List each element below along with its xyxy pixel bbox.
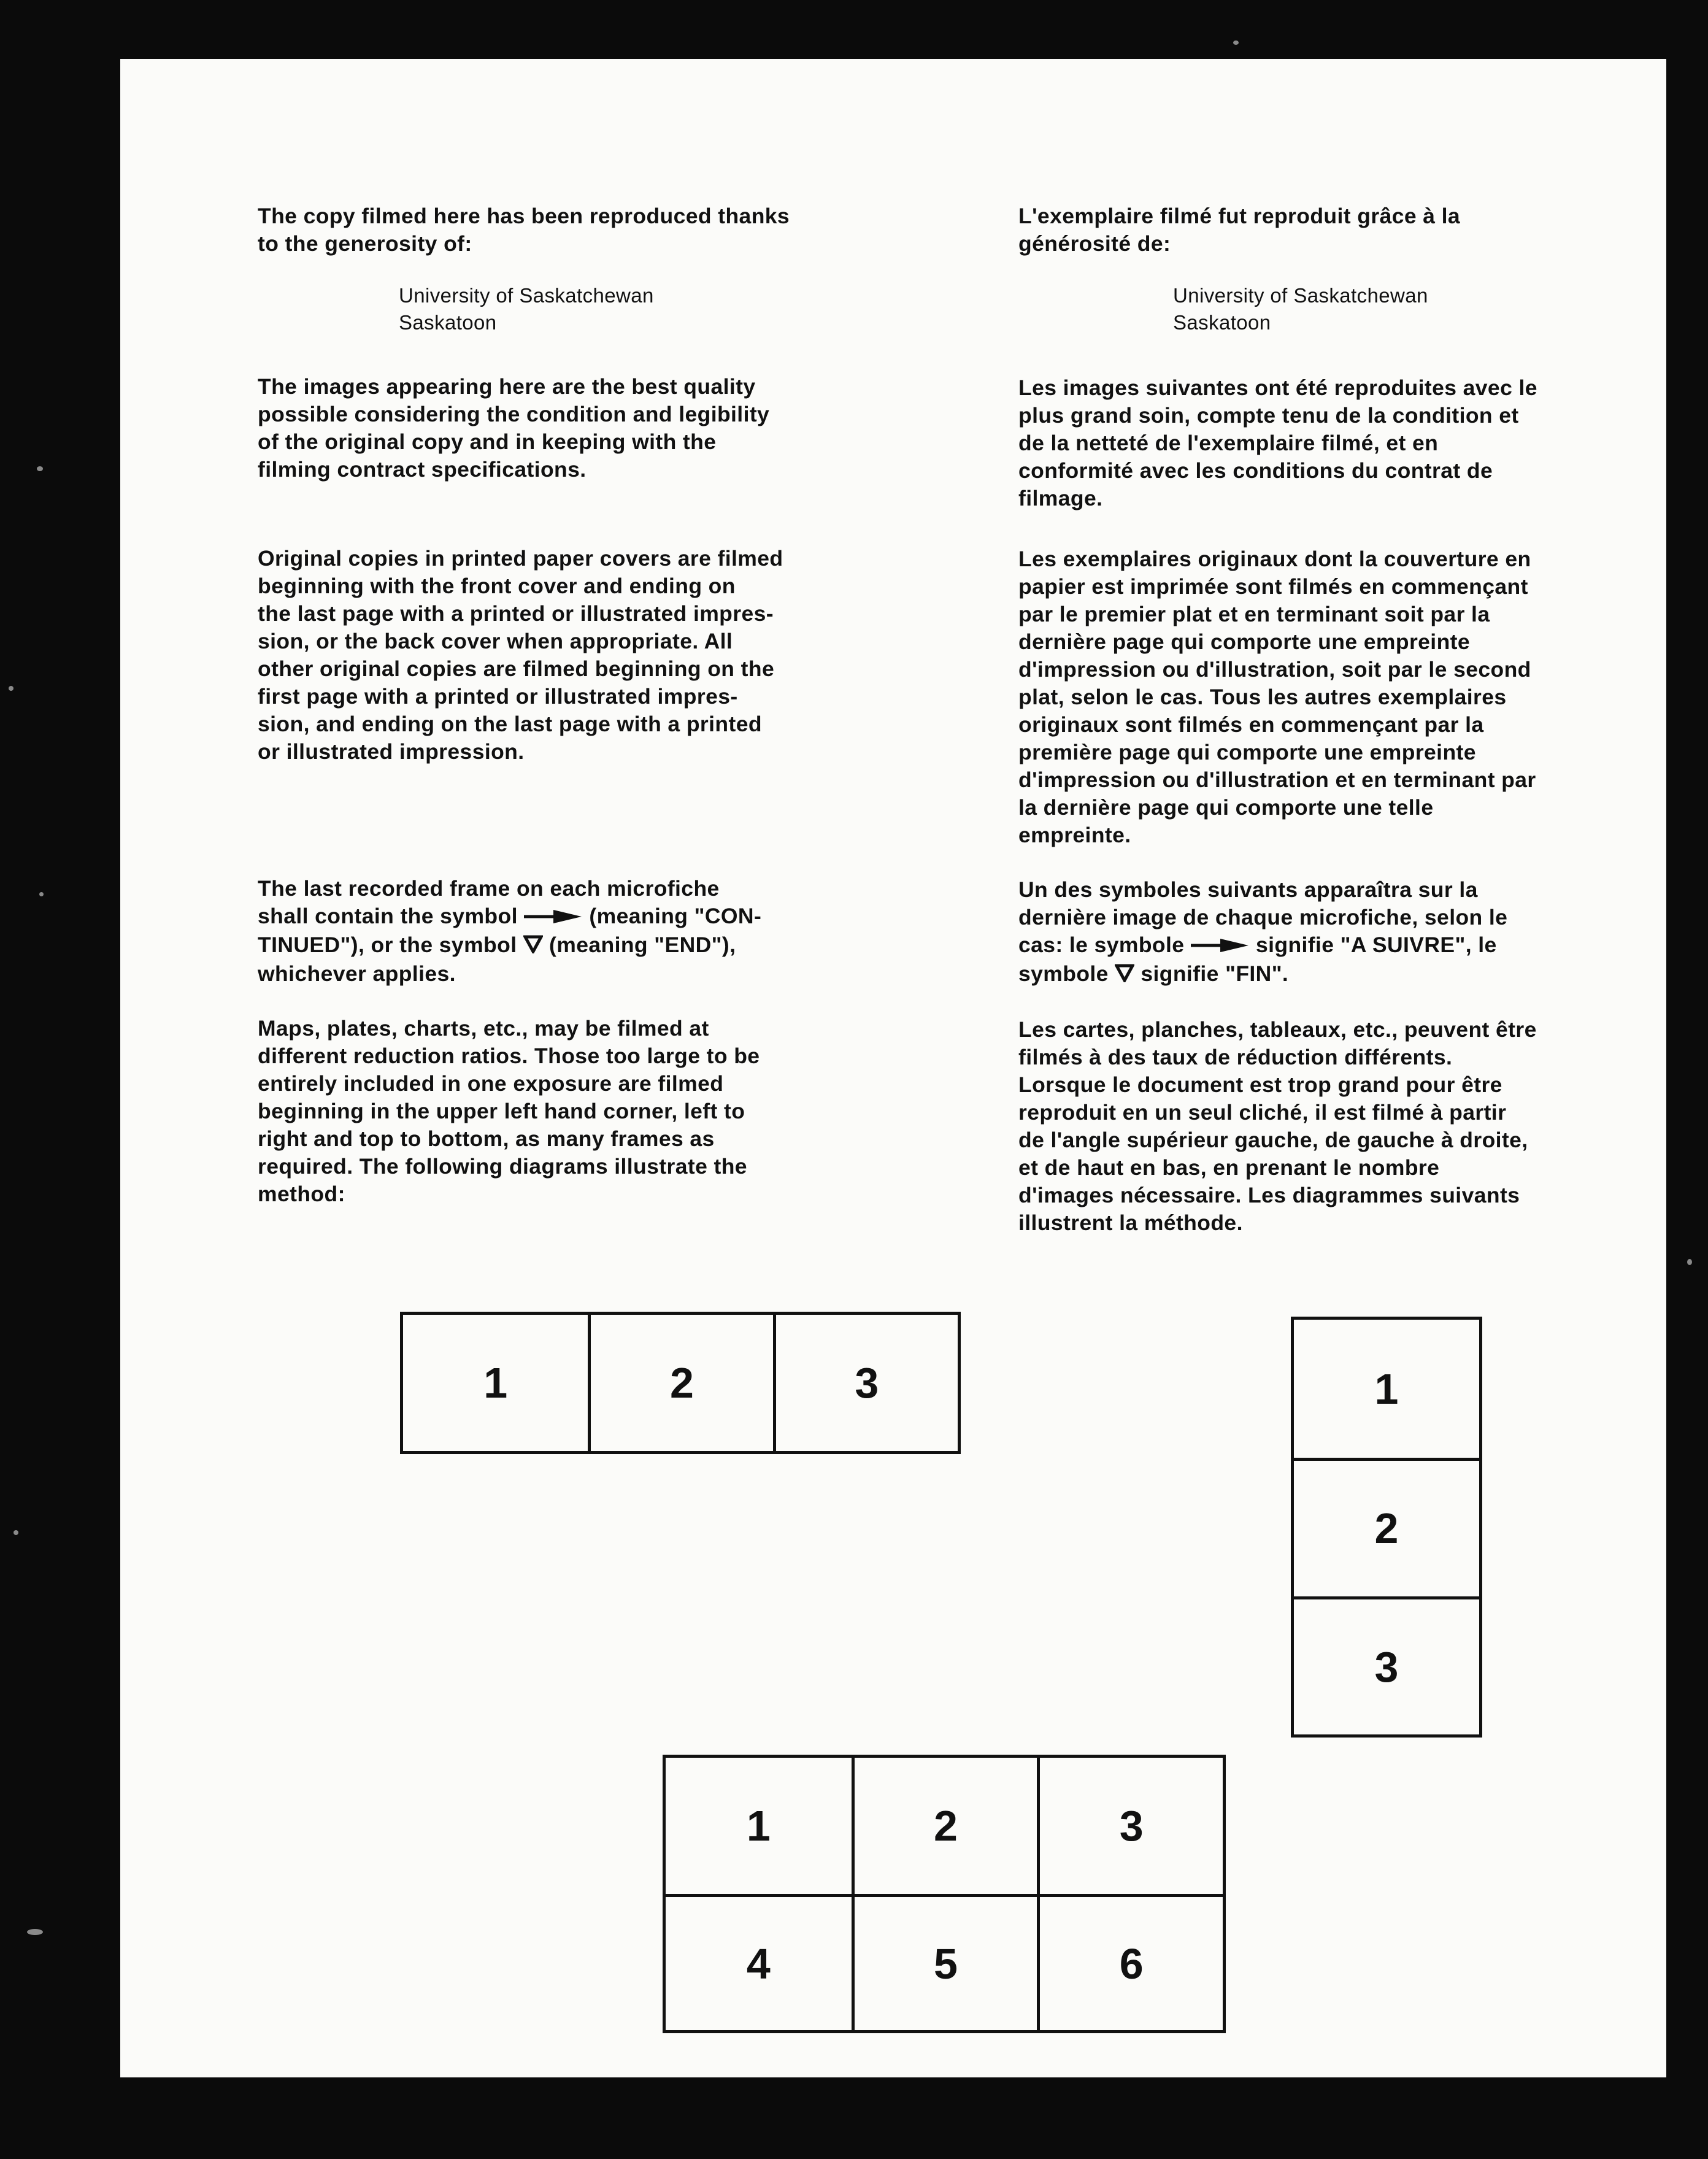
acknowledgement-paragraph-fr: L'exemplaire filmé fut reproduit grâce à la générosité de: (1018, 204, 1461, 256)
symbols-text-part-1: Un des symboles suivants apparaîtra sur la dernière image de chaque microfiche, selon le cas: le symbole (1018, 877, 1508, 957)
maps-paragraph-en: Maps, plates, charts, etc., may be filmed at different reduction ratios. Those too large to be entirely included in one exposure are filmed beginning in the upper left hand corner, left to right and top to bottom, as many frames as required. The following diagrams illustrate the method: (258, 1016, 760, 1207)
vertical-frames-diagram (1291, 1317, 1482, 1738)
symbols-text-part-2: (meaning "CON- TINUED"), or the symbol (258, 904, 762, 958)
symbols-text-part-3: signifie "FIN". (1134, 961, 1289, 987)
institution-name-en: University of Saskatchewan (399, 284, 654, 307)
frame-cell: 1 (1374, 1364, 1399, 1413)
frame-cell: 2 (1294, 1458, 1479, 1596)
film-speck (1233, 40, 1239, 45)
frame-cell: 3 (1037, 1758, 1223, 1894)
acknowledgement-paragraph-en: The copy filmed here has been reproduced thanks to the generosity of: (258, 204, 790, 256)
french-column (1018, 202, 1656, 1237)
frame-cell: 1 (746, 1802, 771, 1850)
institution-city-fr: Saskatoon (1173, 311, 1271, 334)
frame-cell: 2 (588, 1315, 772, 1451)
film-speck (27, 1929, 43, 1935)
quality-paragraph-fr: Les images suivantes ont été reproduites avec le plus grand soin, compte tenu de la condition et de la netteté de l'exemplaire filmé, et en conformité avec les conditions du contrat de filmage. (1018, 375, 1537, 510)
quality-paragraph-en: The images appearing here are the best quality possible considering the condition and legibility of the original copy and in keeping with the filming contract specifications. (258, 374, 770, 482)
arrow-right-icon (524, 904, 583, 931)
triangle-down-icon (1115, 961, 1134, 989)
institution-city-en: Saskatoon (399, 311, 497, 334)
triangle-down-icon (523, 933, 543, 960)
film-speck (37, 466, 43, 471)
frame-cell: 1 (483, 1359, 508, 1407)
symbols-text-part-1: The last recorded frame on each microfiche shall contain the symbol (258, 876, 720, 928)
symbols-paragraph-fr (1018, 876, 1656, 989)
frame-cell: 2 (852, 1758, 1037, 1894)
horizontal-frames-diagram (400, 1312, 961, 1454)
frame-cell: 6 (1037, 1894, 1223, 2030)
film-speck (1687, 1259, 1692, 1265)
film-speck (39, 892, 44, 896)
institution-name-fr: University of Saskatchewan (1173, 284, 1428, 307)
originals-paragraph-fr: Les exemplaires originaux dont la couverture en papier est imprimée sont filmés en commençant par le premier plat et en terminant soit par la dernière page qui comporte une empreinte d'impression ou d'illustration, soit par le second plat, selon le cas. Tous les autres exemplaires originaux sont filmés en commençant par la première page qui comporte une empreinte d'impression ou d'illustration et en terminant par la dernière page qui comporte une telle empreinte. (1018, 547, 1536, 847)
frame-cell: 3 (773, 1315, 958, 1451)
english-column (258, 202, 883, 1208)
frame-cell: 3 (1294, 1596, 1479, 1734)
film-speck (9, 686, 13, 691)
frame-cell: 4 (666, 1894, 852, 2030)
symbols-text-part-3: (meaning "END"), whichever applies. (258, 933, 736, 987)
film-speck (13, 1530, 18, 1535)
symbols-text-part-2: signifie "A SUIVRE", le symbole (1018, 933, 1497, 987)
originals-paragraph-en: Original copies in printed paper covers are filmed beginning with the front cover and ending on the last page with a printed or illustrated impres- sion, or the back cover when appropriate. All other original copies are filmed beginning on the first page with a printed or illustrated impres- sion, and ending on the last page with a printed or illustrated impression. (258, 546, 783, 764)
document-page (120, 59, 1666, 2077)
frame-cell: 5 (852, 1894, 1037, 2030)
arrow-right-icon (1191, 933, 1250, 960)
maps-paragraph-fr: Les cartes, planches, tableaux, etc., peuvent être filmés à des taux de réduction différents. Lorsque le document est trop grand pour être reproduit en un seul cliché, il est filmé à partir de l'angle supérieur gauche, de gauche à droite, et de haut en bas, en prenant le nombre d'images nécessaire. Les diagrammes suivants illustrent la méthode. (1018, 1017, 1537, 1236)
symbols-paragraph-en (258, 875, 883, 988)
grid-frames-diagram (663, 1755, 1226, 2033)
